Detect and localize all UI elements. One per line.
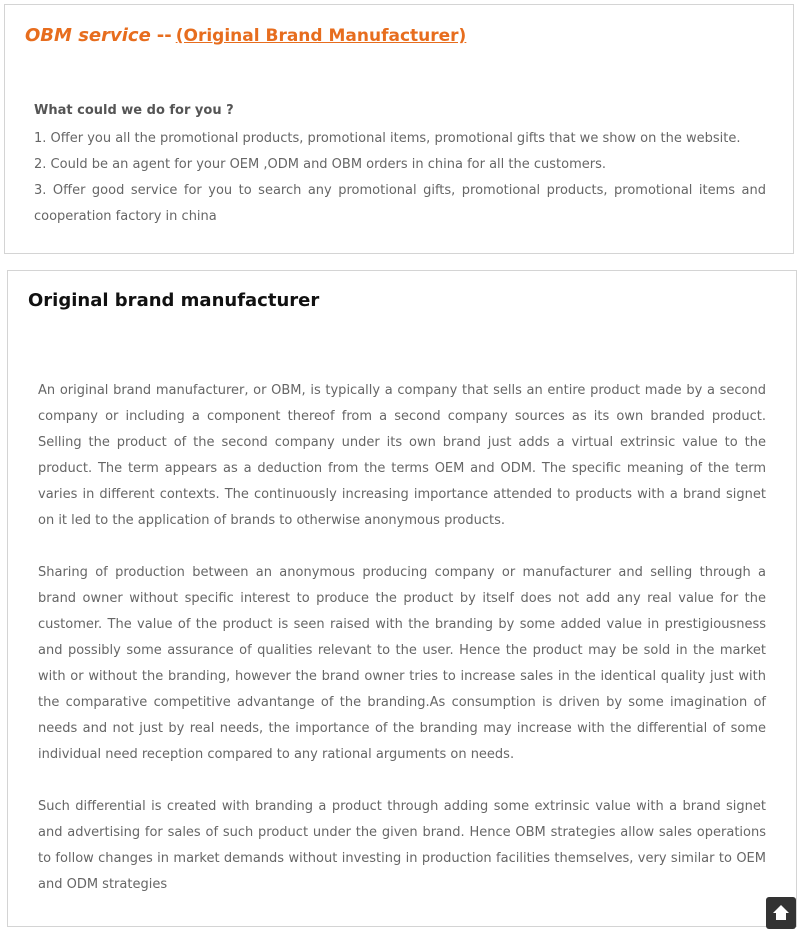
obm-service-label: OBM service	[25, 25, 151, 46]
offer-item: 1. Offer you all the promotional products, promotional items, promotional gifts that we show on the website.	[34, 131, 741, 146]
article-paragraph: Such differential is created with branding a product through adding some extrinsic value with a brand signet and advertising for sales of such product under the given brand. Hence OBM strategies allow sales operations to follow changes in market demands without investing in production facilities themselves, very similar to OEM and ODM strategies	[38, 799, 766, 892]
offer-item: 3. Offer good service for you to search any promotional gifts, promotional products, promotional items and cooperation factory in china	[34, 183, 766, 224]
original-brand-manufacturer-link[interactable]: (Original Brand Manufacturer)	[175, 26, 467, 46]
obm-service-box	[4, 4, 794, 254]
offer-list	[34, 126, 766, 230]
article-paragraph: An original brand manufacturer, or OBM, is typically a company that sells an entire product made by a second company or including a component thereof from a second company sources as its own branded product. Selling the product of the second company under its own brand just adds a virtual extrinsic value to the product. The term appears as a deduction from the terms OEM and ODM. The specific meaning of the term varies in different contexts. The continuously increasing importance attended to products with a brand signet on it led to the application of brands to otherwise anonymous products.	[38, 383, 766, 528]
article-paragraph: Sharing of production between an anonymous producing company or manufacturer and selling through a brand owner without specific interest to produce the product by itself does not add any real value for the customer. The value of the product is seen raised with the branding by some added value in prestigiousness and possibly some assurance of qualities relevant to the user. Hence the product may be sold in the market with or without the branding, however the brand owner tries to increase sales in the identical quality just with the comparative competitive advantange of the branding.As consumption is driven by some imagination of needs and not just by real needs, the importance of the branding may increase with the differential of some individual need reception compared to any rational arguments on needs.	[38, 565, 766, 762]
services-question-heading: What could we do for you ?	[34, 103, 234, 118]
title-separator: --	[156, 25, 172, 46]
offer-item: 2. Could be an agent for your OEM ,ODM and OBM orders in china for all the customers.	[34, 157, 606, 172]
home-up-arrow-icon	[766, 897, 796, 929]
article-title: Original brand manufacturer	[28, 290, 320, 311]
scroll-to-top-button[interactable]	[766, 897, 796, 929]
article-box	[7, 270, 797, 927]
article-body	[38, 378, 766, 898]
obm-service-title	[25, 25, 466, 47]
